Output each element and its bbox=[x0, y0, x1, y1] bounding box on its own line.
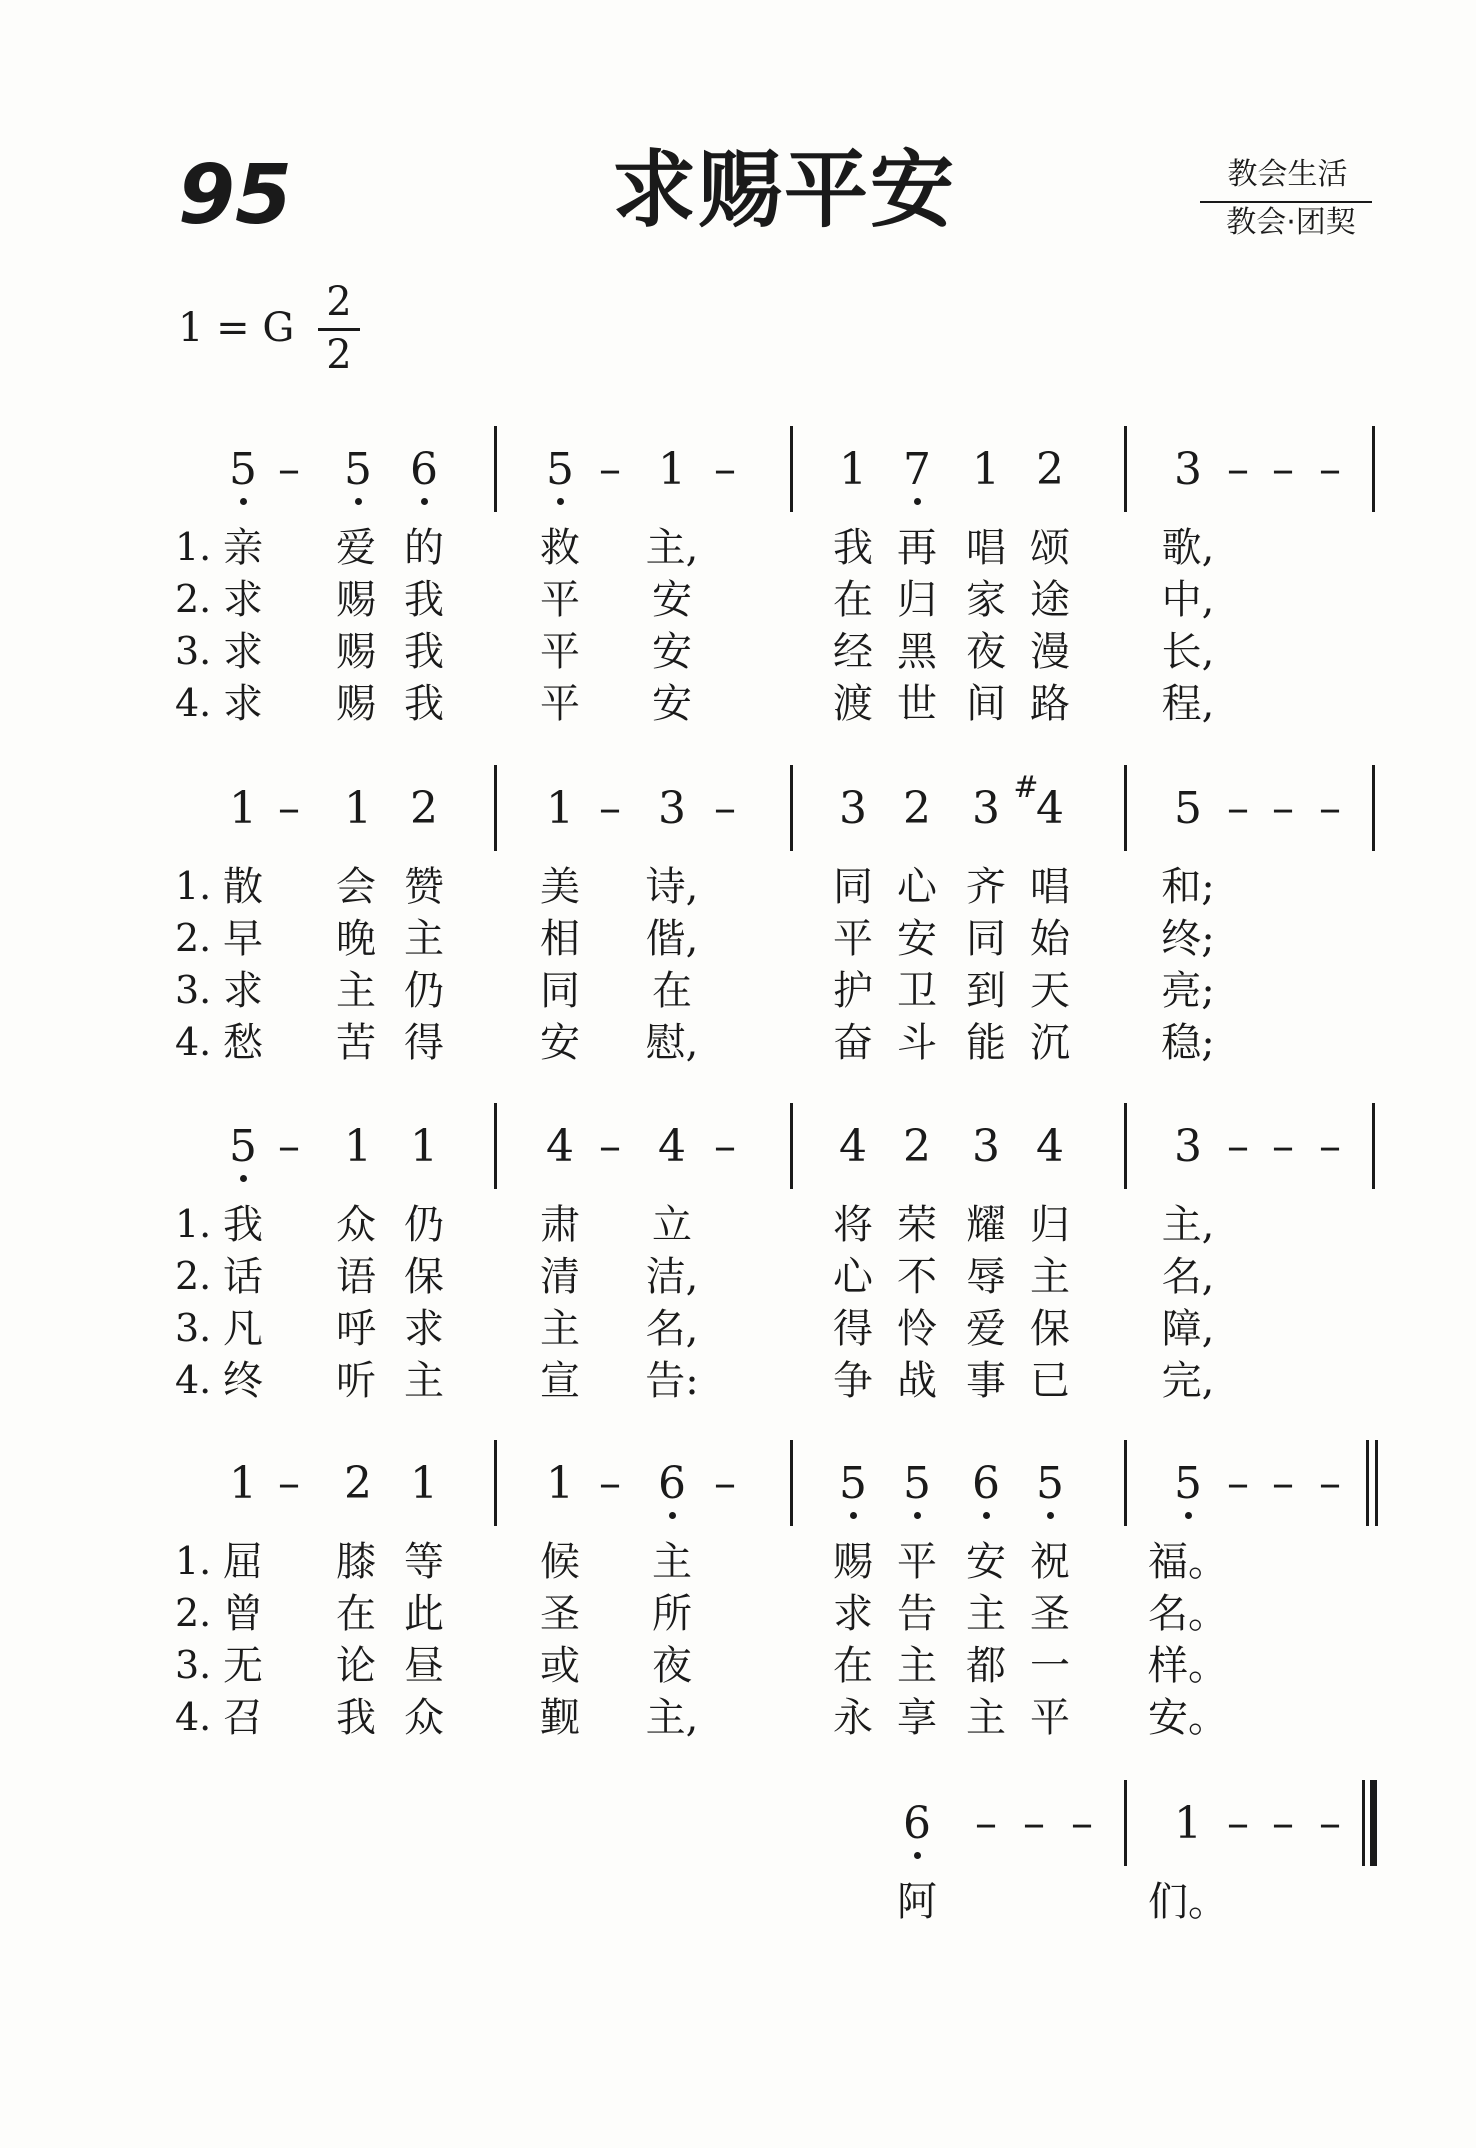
dash-sign: – bbox=[1227, 444, 1249, 495]
lyric-syllable: 平 bbox=[540, 681, 580, 727]
time-signature-numerator: 2 bbox=[326, 279, 352, 325]
jianpu-note: 5 bbox=[839, 1458, 867, 1509]
octave-dot-below bbox=[669, 1512, 676, 1519]
jianpu-note: 1 bbox=[546, 783, 574, 834]
lyric-syllable: 安 bbox=[540, 1020, 580, 1066]
lyric-syllable: 我 bbox=[404, 629, 444, 675]
jianpu-note: 5 bbox=[229, 444, 257, 495]
lyric-syllable: 肃 bbox=[540, 1202, 580, 1248]
lyric-syllable: 主, bbox=[645, 1695, 699, 1741]
barline bbox=[494, 765, 497, 851]
dash-sign: – bbox=[278, 783, 300, 834]
lyric-syllable: 亲 bbox=[223, 525, 263, 571]
jianpu-note: 5 bbox=[344, 444, 372, 495]
hymn-title: 求赐平安 bbox=[612, 141, 957, 239]
lyric-syllable: 安 bbox=[897, 916, 937, 962]
octave-dot-below bbox=[240, 498, 247, 505]
double-barline bbox=[1366, 1440, 1369, 1526]
lyric-syllable: 求 bbox=[223, 681, 263, 727]
dash-sign: – bbox=[714, 1121, 736, 1172]
lyric-syllable: 听 bbox=[336, 1358, 376, 1404]
lyric-syllable: 散 bbox=[223, 864, 263, 910]
jianpu-note: 5 bbox=[1174, 783, 1202, 834]
lyric-syllable: 都 bbox=[966, 1643, 1006, 1689]
lyric-syllable: 凡 bbox=[223, 1306, 263, 1352]
lyric-syllable: 平 bbox=[540, 629, 580, 675]
jianpu-note: 1 bbox=[1174, 1798, 1202, 1849]
dash-sign: – bbox=[1272, 783, 1294, 834]
lyric-syllable: 能 bbox=[966, 1020, 1006, 1066]
jianpu-note: 4 bbox=[839, 1121, 867, 1172]
dash-sign: – bbox=[599, 1121, 621, 1172]
lyric-syllable: 会 bbox=[336, 864, 376, 910]
jianpu-note: 2 bbox=[903, 783, 931, 834]
lyric-syllable: 心 bbox=[897, 864, 937, 910]
dash-sign: – bbox=[1272, 1121, 1294, 1172]
lyric-syllable: 诗, bbox=[645, 864, 699, 910]
verse-number: 3. bbox=[175, 1643, 212, 1687]
lyric-syllable: 唱 bbox=[966, 525, 1006, 571]
jianpu-note: 3 bbox=[1174, 444, 1202, 495]
lyric-syllable: 昼 bbox=[404, 1643, 444, 1689]
lyric-syllable: 求 bbox=[223, 968, 263, 1014]
lyric-syllable: 等 bbox=[404, 1539, 444, 1585]
jianpu-note: 1 bbox=[658, 444, 686, 495]
lyric-syllable: 归 bbox=[1030, 1202, 1070, 1248]
jianpu-note: 6 bbox=[972, 1458, 1000, 1509]
lyric-syllable: 安。 bbox=[1148, 1695, 1228, 1741]
lyric-syllable: 美 bbox=[540, 864, 580, 910]
lyric-syllable: 清 bbox=[540, 1254, 580, 1300]
barline bbox=[1124, 765, 1127, 851]
lyric-syllable: 战 bbox=[897, 1358, 937, 1404]
barline bbox=[1124, 1780, 1127, 1866]
lyric-syllable: 怜 bbox=[897, 1306, 937, 1352]
lyric-syllable: 仍 bbox=[404, 1202, 444, 1248]
dash-sign: – bbox=[1071, 1798, 1093, 1849]
lyric-syllable: 荣 bbox=[897, 1202, 937, 1248]
lyric-syllable: 安 bbox=[652, 629, 692, 675]
jianpu-note: 1 bbox=[410, 1121, 438, 1172]
lyric-syllable: 主 bbox=[404, 1358, 444, 1404]
barline bbox=[1124, 426, 1127, 512]
octave-dot-below bbox=[355, 498, 362, 505]
octave-dot-below bbox=[421, 498, 428, 505]
lyric-syllable: 主 bbox=[966, 1591, 1006, 1637]
dash-sign: – bbox=[975, 1798, 997, 1849]
lyric-syllable: 的 bbox=[404, 525, 444, 571]
lyric-syllable: 主 bbox=[404, 916, 444, 962]
lyric-syllable: 卫 bbox=[897, 968, 937, 1014]
verse-number: 3. bbox=[175, 629, 212, 673]
lyric-syllable: 终 bbox=[223, 1358, 263, 1404]
jianpu-note: 1 bbox=[344, 1121, 372, 1172]
verse-number: 3. bbox=[175, 968, 212, 1012]
lyric-syllable: 稳; bbox=[1161, 1020, 1215, 1066]
lyric-syllable: 归 bbox=[897, 577, 937, 623]
lyric-syllable: 平 bbox=[833, 916, 873, 962]
lyric-syllable: 祝 bbox=[1030, 1539, 1070, 1585]
jianpu-note: 3 bbox=[1174, 1121, 1202, 1172]
jianpu-note: 6 bbox=[658, 1458, 686, 1509]
time-signature-bar bbox=[318, 328, 360, 331]
lyric-syllable: 我 bbox=[404, 577, 444, 623]
lyric-syllable: 护 bbox=[833, 968, 873, 1014]
lyric-syllable: 告: bbox=[645, 1358, 699, 1404]
verse-number: 4. bbox=[175, 1358, 212, 1402]
lyric-syllable: 样。 bbox=[1148, 1643, 1228, 1689]
lyric-syllable: 平 bbox=[897, 1539, 937, 1585]
sharp-sign: # bbox=[1013, 770, 1039, 805]
jianpu-note: 4 bbox=[1036, 783, 1064, 834]
lyric-syllable: 漫 bbox=[1030, 629, 1070, 675]
hymn-subcategory: 教会·团契 bbox=[1226, 205, 1356, 240]
jianpu-note: 1 bbox=[229, 783, 257, 834]
lyric-syllable: 沉 bbox=[1030, 1020, 1070, 1066]
octave-dot-below bbox=[850, 1512, 857, 1519]
lyric-syllable: 我 bbox=[336, 1695, 376, 1741]
lyric-syllable: 名, bbox=[645, 1306, 699, 1352]
dash-sign: – bbox=[1319, 1458, 1341, 1509]
lyric-syllable: 在 bbox=[833, 577, 873, 623]
lyric-syllable: 洁, bbox=[645, 1254, 699, 1300]
lyric-syllable: 主 bbox=[336, 968, 376, 1014]
lyric-syllable: 安 bbox=[652, 681, 692, 727]
octave-dot-below bbox=[1185, 1512, 1192, 1519]
jianpu-note: 5 bbox=[546, 444, 574, 495]
verse-number: 2. bbox=[175, 916, 212, 960]
lyric-syllable: 在 bbox=[336, 1591, 376, 1637]
lyric-syllable: 家 bbox=[966, 577, 1006, 623]
lyric-syllable: 间 bbox=[966, 681, 1006, 727]
lyric-syllable: 安 bbox=[652, 577, 692, 623]
dash-sign: – bbox=[1272, 1798, 1294, 1849]
verse-number: 4. bbox=[175, 1020, 212, 1064]
dash-sign: – bbox=[1272, 1458, 1294, 1509]
lyric-syllable: 平 bbox=[540, 577, 580, 623]
dash-sign: – bbox=[1023, 1798, 1045, 1849]
lyric-syllable: 和; bbox=[1161, 864, 1215, 910]
lyric-syllable: 或 bbox=[540, 1643, 580, 1689]
dash-sign: – bbox=[1227, 1458, 1249, 1509]
lyric-syllable: 爱 bbox=[966, 1306, 1006, 1352]
jianpu-note: 1 bbox=[839, 444, 867, 495]
lyric-syllable: 屈 bbox=[223, 1539, 263, 1585]
lyric-syllable: 心 bbox=[833, 1254, 873, 1300]
lyric-syllable: 享 bbox=[897, 1695, 937, 1741]
jianpu-note: 5 bbox=[229, 1121, 257, 1172]
lyric-syllable: 完, bbox=[1161, 1358, 1215, 1404]
verse-number: 1. bbox=[175, 525, 212, 569]
hymn-number: 95 bbox=[178, 148, 293, 243]
lyric-syllable: 主 bbox=[540, 1306, 580, 1352]
dash-sign: – bbox=[1319, 1798, 1341, 1849]
jianpu-note: 2 bbox=[1036, 444, 1064, 495]
lyric-syllable: 主, bbox=[645, 525, 699, 571]
lyric-syllable: 再 bbox=[897, 525, 937, 571]
lyric-syllable: 早 bbox=[223, 916, 263, 962]
lyric-syllable: 主, bbox=[1161, 1202, 1215, 1248]
lyric-syllable: 阿 bbox=[897, 1879, 937, 1925]
jianpu-note: 1 bbox=[410, 1458, 438, 1509]
octave-dot-below bbox=[240, 1175, 247, 1182]
lyric-syllable: 此 bbox=[404, 1591, 444, 1637]
lyric-syllable: 福。 bbox=[1148, 1539, 1228, 1585]
lyric-syllable: 呼 bbox=[336, 1306, 376, 1352]
lyric-syllable: 程, bbox=[1161, 681, 1215, 727]
verse-number: 1. bbox=[175, 864, 212, 908]
lyric-syllable: 得 bbox=[404, 1020, 444, 1066]
dash-sign: – bbox=[714, 1458, 736, 1509]
lyric-syllable: 语 bbox=[336, 1254, 376, 1300]
barline bbox=[790, 765, 793, 851]
dash-sign: – bbox=[599, 783, 621, 834]
lyric-syllable: 众 bbox=[404, 1695, 444, 1741]
lyric-syllable: 膝 bbox=[336, 1539, 376, 1585]
dash-sign: – bbox=[1227, 1798, 1249, 1849]
lyric-syllable: 赞 bbox=[404, 864, 444, 910]
lyric-syllable: 晚 bbox=[336, 916, 376, 962]
key-signature: 1 = G bbox=[178, 305, 295, 351]
verse-number: 4. bbox=[175, 681, 212, 725]
jianpu-note: 3 bbox=[658, 783, 686, 834]
lyric-syllable: 黑 bbox=[897, 629, 937, 675]
lyric-syllable: 渡 bbox=[833, 681, 873, 727]
lyric-syllable: 争 bbox=[833, 1358, 873, 1404]
lyric-syllable: 经 bbox=[833, 629, 873, 675]
lyric-syllable: 路 bbox=[1030, 681, 1070, 727]
barline bbox=[494, 426, 497, 512]
lyric-syllable: 在 bbox=[833, 1643, 873, 1689]
dash-sign: – bbox=[714, 783, 736, 834]
category-divider bbox=[1200, 201, 1372, 203]
jianpu-note: 3 bbox=[839, 783, 867, 834]
lyric-syllable: 将 bbox=[833, 1202, 873, 1248]
lyric-syllable: 永 bbox=[833, 1695, 873, 1741]
lyric-syllable: 名。 bbox=[1148, 1591, 1228, 1637]
barline bbox=[1372, 1103, 1375, 1189]
barline bbox=[790, 426, 793, 512]
lyric-syllable: 颂 bbox=[1030, 525, 1070, 571]
lyric-syllable: 斗 bbox=[897, 1020, 937, 1066]
lyric-syllable: 主 bbox=[1030, 1254, 1070, 1300]
lyric-syllable: 论 bbox=[336, 1643, 376, 1689]
lyric-syllable: 齐 bbox=[966, 864, 1006, 910]
lyric-syllable: 已 bbox=[1030, 1358, 1070, 1404]
lyric-syllable: 辱 bbox=[966, 1254, 1006, 1300]
verse-number: 1. bbox=[175, 1539, 212, 1583]
lyric-syllable: 不 bbox=[897, 1254, 937, 1300]
verse-number: 3. bbox=[175, 1306, 212, 1350]
verse-number: 2. bbox=[175, 1254, 212, 1298]
lyric-syllable: 偕, bbox=[645, 916, 699, 962]
lyric-syllable: 所 bbox=[652, 1591, 692, 1637]
lyric-syllable: 名, bbox=[1161, 1254, 1215, 1300]
lyric-syllable: 障, bbox=[1161, 1306, 1215, 1352]
lyric-syllable: 圣 bbox=[540, 1591, 580, 1637]
lyric-syllable: 爱 bbox=[336, 525, 376, 571]
lyric-syllable: 得 bbox=[833, 1306, 873, 1352]
dash-sign: – bbox=[1227, 1121, 1249, 1172]
lyric-syllable: 求 bbox=[223, 577, 263, 623]
jianpu-note: 2 bbox=[344, 1458, 372, 1509]
octave-dot-below bbox=[914, 498, 921, 505]
lyric-syllable: 一 bbox=[1030, 1643, 1070, 1689]
dash-sign: – bbox=[1272, 444, 1294, 495]
lyric-syllable: 赐 bbox=[336, 681, 376, 727]
lyric-syllable: 同 bbox=[833, 864, 873, 910]
lyric-syllable: 安 bbox=[966, 1539, 1006, 1585]
verse-number: 2. bbox=[175, 1591, 212, 1635]
verse-number: 1. bbox=[175, 1202, 212, 1246]
jianpu-note: 4 bbox=[1036, 1121, 1064, 1172]
lyric-syllable: 求 bbox=[404, 1306, 444, 1352]
lyric-syllable: 亮; bbox=[1161, 968, 1215, 1014]
jianpu-note: 1 bbox=[229, 1458, 257, 1509]
dash-sign: – bbox=[1319, 783, 1341, 834]
lyric-syllable: 同 bbox=[966, 916, 1006, 962]
barline bbox=[1124, 1103, 1127, 1189]
lyric-syllable: 事 bbox=[966, 1358, 1006, 1404]
lyric-syllable: 平 bbox=[1030, 1695, 1070, 1741]
barline bbox=[1372, 426, 1375, 512]
barline bbox=[1372, 765, 1375, 851]
dash-sign: – bbox=[599, 1458, 621, 1509]
octave-dot-below bbox=[914, 1512, 921, 1519]
jianpu-note: 5 bbox=[1036, 1458, 1064, 1509]
time-signature bbox=[318, 279, 360, 379]
barline bbox=[790, 1440, 793, 1526]
lyric-syllable: 唱 bbox=[1030, 864, 1070, 910]
jianpu-note: 1 bbox=[546, 1458, 574, 1509]
jianpu-note: 1 bbox=[344, 783, 372, 834]
lyric-syllable: 世 bbox=[897, 681, 937, 727]
lyric-syllable: 圣 bbox=[1030, 1591, 1070, 1637]
lyric-syllable: 慰, bbox=[645, 1020, 699, 1066]
lyric-syllable: 我 bbox=[833, 525, 873, 571]
jianpu-note: 6 bbox=[410, 444, 438, 495]
verse-number: 4. bbox=[175, 1695, 212, 1739]
hymn-category: 教会生活 bbox=[1227, 157, 1348, 192]
lyric-syllable: 仍 bbox=[404, 968, 444, 1014]
lyric-syllable: 求 bbox=[833, 1591, 873, 1637]
lyric-syllable: 赐 bbox=[336, 577, 376, 623]
jianpu-note: 4 bbox=[658, 1121, 686, 1172]
lyric-syllable: 终; bbox=[1161, 916, 1215, 962]
lyric-syllable: 觐 bbox=[540, 1695, 580, 1741]
jianpu-note: 4 bbox=[546, 1121, 574, 1172]
dash-sign: – bbox=[599, 444, 621, 495]
time-signature-denominator: 2 bbox=[326, 332, 352, 378]
jianpu-note: 6 bbox=[903, 1798, 931, 1849]
lyric-syllable: 歌, bbox=[1161, 525, 1215, 571]
barline bbox=[494, 1103, 497, 1189]
lyric-syllable: 途 bbox=[1030, 577, 1070, 623]
lyric-syllable: 立 bbox=[652, 1202, 692, 1248]
octave-dot-below bbox=[914, 1852, 921, 1859]
jianpu-note: 5 bbox=[1174, 1458, 1202, 1509]
dash-sign: – bbox=[1227, 783, 1249, 834]
barline bbox=[790, 1103, 793, 1189]
lyric-syllable: 曾 bbox=[223, 1591, 263, 1637]
lyric-syllable: 我 bbox=[223, 1202, 263, 1248]
lyric-syllable: 夜 bbox=[966, 629, 1006, 675]
lyric-syllable: 主 bbox=[966, 1695, 1006, 1741]
lyric-syllable: 始 bbox=[1030, 916, 1070, 962]
lyric-syllable: 赐 bbox=[336, 629, 376, 675]
lyric-syllable: 们。 bbox=[1148, 1879, 1228, 1925]
verse-number: 2. bbox=[175, 577, 212, 621]
octave-dot-below bbox=[983, 1512, 990, 1519]
lyric-syllable: 无 bbox=[223, 1643, 263, 1689]
lyric-syllable: 天 bbox=[1030, 968, 1070, 1014]
lyric-syllable: 告 bbox=[897, 1591, 937, 1637]
jianpu-note: 5 bbox=[903, 1458, 931, 1509]
final-barline-thin bbox=[1362, 1780, 1365, 1866]
dash-sign: – bbox=[1319, 444, 1341, 495]
lyric-syllable: 愁 bbox=[223, 1020, 263, 1066]
lyric-syllable: 召 bbox=[223, 1695, 263, 1741]
dash-sign: – bbox=[278, 1121, 300, 1172]
jianpu-note: 1 bbox=[972, 444, 1000, 495]
lyric-syllable: 我 bbox=[404, 681, 444, 727]
lyric-syllable: 宣 bbox=[540, 1358, 580, 1404]
dash-sign: – bbox=[278, 444, 300, 495]
final-barline-thick bbox=[1370, 1780, 1377, 1866]
dash-sign: – bbox=[1319, 1121, 1341, 1172]
jianpu-note: 2 bbox=[410, 783, 438, 834]
barline bbox=[494, 1440, 497, 1526]
octave-dot-below bbox=[557, 498, 564, 505]
lyric-syllable: 话 bbox=[223, 1254, 263, 1300]
octave-dot-below bbox=[1047, 1512, 1054, 1519]
lyric-syllable: 在 bbox=[652, 968, 692, 1014]
jianpu-note: 2 bbox=[903, 1121, 931, 1172]
lyric-syllable: 奋 bbox=[833, 1020, 873, 1066]
lyric-syllable: 相 bbox=[540, 916, 580, 962]
lyric-syllable: 耀 bbox=[966, 1202, 1006, 1248]
lyric-syllable: 赐 bbox=[833, 1539, 873, 1585]
lyric-syllable: 同 bbox=[540, 968, 580, 1014]
lyric-syllable: 求 bbox=[223, 629, 263, 675]
lyric-syllable: 长, bbox=[1161, 629, 1215, 675]
lyric-syllable: 夜 bbox=[652, 1643, 692, 1689]
jianpu-note: 7 bbox=[903, 444, 931, 495]
lyric-syllable: 中, bbox=[1161, 577, 1215, 623]
dash-sign: – bbox=[714, 444, 736, 495]
lyric-syllable: 保 bbox=[1030, 1306, 1070, 1352]
lyric-syllable: 到 bbox=[966, 968, 1006, 1014]
lyric-syllable: 主 bbox=[652, 1539, 692, 1585]
lyric-syllable: 救 bbox=[540, 525, 580, 571]
lyric-syllable: 候 bbox=[540, 1539, 580, 1585]
jianpu-note: 3 bbox=[972, 1121, 1000, 1172]
dash-sign: – bbox=[278, 1458, 300, 1509]
jianpu-note: 3 bbox=[972, 783, 1000, 834]
lyric-syllable: 主 bbox=[897, 1643, 937, 1689]
double-barline bbox=[1375, 1440, 1378, 1526]
barline bbox=[1124, 1440, 1127, 1526]
lyric-syllable: 保 bbox=[404, 1254, 444, 1300]
lyric-syllable: 苦 bbox=[336, 1020, 376, 1066]
lyric-syllable: 众 bbox=[336, 1202, 376, 1248]
